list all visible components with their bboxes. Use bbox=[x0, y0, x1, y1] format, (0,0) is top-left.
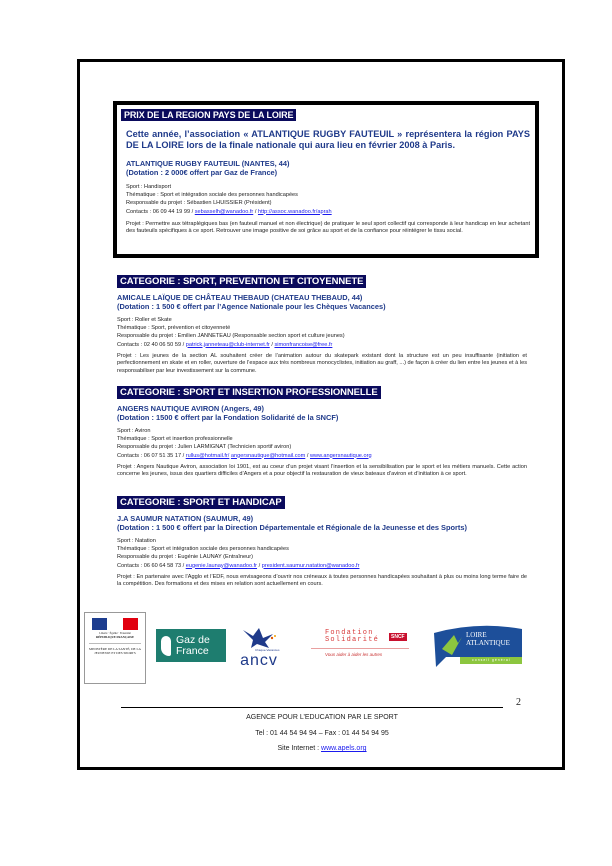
club-dotation: (Dotation : 1 500 € offert par l’Agence Nationale pour les Chèques Vacances) bbox=[117, 302, 386, 311]
club-name: ANGERS NAUTIQUE AVIRON (Angers, 49) bbox=[117, 404, 265, 413]
club-projet: Projet : Les jeunes de la section AL souhaitent créer de l’animation autour du skatepark existant dont la structure est un peu insuffisante (initiation et perfectionnement en skate et en roller, ouverture de l’espace aux très nombreux monocyclistes, initiation au graff, ...) de façon à créer du lien entre les jeunes et à les responsabiliser par leur investissement sur la commune. bbox=[117, 352, 527, 374]
website-link[interactable]: www.angersnautique.org bbox=[309, 452, 372, 459]
email-link[interactable]: eugenie.launay@wanadoo.fr bbox=[185, 562, 258, 569]
club-sport: Sport : Aviron bbox=[117, 428, 151, 434]
contacts-text: Contacts : 06 09 44 19 99 / bbox=[126, 208, 195, 215]
club-responsable: Responsable du projet : Eugénie LAUNAY (Entraîneur) bbox=[117, 554, 253, 561]
sncf-tagline: Vous aider à aider les autres bbox=[325, 652, 383, 657]
footer-site bbox=[117, 745, 527, 752]
category-section bbox=[117, 382, 527, 479]
ancv-sub: Chèque-Vacances bbox=[255, 648, 280, 652]
prize-club-name: ATLANTIQUE RUGBY FAUTEUIL (NANTES, 44) bbox=[126, 159, 290, 168]
footer-divider bbox=[121, 707, 503, 708]
club-thematique: Thématique : Sport et intégration sociale des personnes handicapées bbox=[117, 546, 289, 553]
gdf-line2: France bbox=[176, 644, 209, 657]
category-header: CATEGORIE : SPORT ET INSERTION PROFESSIONNELLE bbox=[117, 386, 381, 399]
email-link[interactable]: president.saumur.natation@wanadoo.fr bbox=[261, 562, 360, 569]
category-header: CATEGORIE : SPORT ET HANDICAP bbox=[117, 496, 285, 509]
prize-dotation: (Dotation : 2 000€ offert par Gaz de France) bbox=[126, 168, 278, 177]
club-name: AMICALE LAÏQUE DE CHÂTEAU THEBAUD (CHATEAU THEBAUD, 44) bbox=[117, 293, 363, 302]
motto-text: Liberté · Égalité · Fraternité bbox=[99, 632, 131, 635]
loire-line2: ATLANTIQUE bbox=[466, 639, 510, 647]
loire-sub: conseil général bbox=[472, 658, 511, 662]
email-link[interactable]: patrick.janneteau@club-internet.fr bbox=[185, 341, 270, 348]
contacts-text: Contacts : 06 60 64 58 73 / bbox=[117, 562, 186, 569]
club-responsable: Responsable du projet : Emilien JANNETEAU (Responsable section sport et culture jeunes) bbox=[117, 333, 345, 340]
category-section bbox=[117, 271, 527, 376]
prize-contacts: Contacts : 06 09 44 19 99 / sebasselh@wanadoo.fr / http://assoc.wanadoo.fr/aprah bbox=[126, 208, 332, 215]
loire-atlantique-logo bbox=[432, 623, 524, 669]
email-link[interactable]: simonfrancoise@free.fr bbox=[274, 341, 333, 348]
club-contacts: Contacts : 02 40 06 50 59 / patrick.janneteau@club-internet.fr / simonfrancoise@free.fr bbox=[117, 341, 333, 348]
prize-projet: Projet : Permettre aux tétraplégiques bas (en fauteuil manuel et non électrique) de pratiquer le seul sport collectif qui corresponde à leur handicap en leur achetant des fauteuils spécifiques à ce sport. Retrouver une image positive de soi grâce au sport et de la confiance pour réintégrer le tissu social. bbox=[126, 220, 530, 235]
bird-icon bbox=[239, 626, 279, 650]
contacts-text: Contacts : 06 07 51 35 17 / bbox=[117, 452, 186, 459]
site-label: Site Internet : bbox=[277, 745, 322, 752]
prize-responsable: Responsable du projet : Sébastien LHUISSIER (Président) bbox=[126, 200, 272, 207]
sncf-badge: SNCF bbox=[391, 634, 405, 640]
footer-org: AGENCE POUR L’EDUCATION PAR LE SPORT bbox=[246, 714, 398, 721]
club-contacts: Contacts : 06 07 51 35 17 / rullus@hotmail.fr/ angersnautique@hotmail.com / www.angersnautique.org bbox=[117, 452, 372, 459]
club-contacts: Contacts : 06 60 64 58 73 / eugenie.launay@wanadoo.fr / president.saumur.natation@wanadoo.fr bbox=[117, 562, 360, 569]
club-projet: Projet : Angers Nautique Aviron, association loi 1901, est au coeur d’un projet visant l’insertion et la sensibilisation par le sport et les métiers manuels. Cette action concerne les jeunes, issus des quartiers difficiles d’Angers et a pour objectif la restauration de vieux bateaux d’aviron et d’initiation à ce sport. bbox=[117, 463, 527, 478]
ancv-name: ancv bbox=[240, 652, 278, 669]
email-link[interactable]: sebasselh@wanadoo.fr bbox=[194, 208, 254, 215]
prize-box bbox=[113, 101, 539, 258]
website-link[interactable]: http://assoc.wanadoo.fr/aprah bbox=[257, 208, 332, 215]
club-sport: Sport : Roller et Skate bbox=[117, 317, 172, 323]
club-name: J.A SAUMUR NATATION (SAUMUR, 49) bbox=[117, 514, 254, 523]
category-section bbox=[117, 492, 527, 589]
category-header: CATEGORIE : SPORT, PREVENTION ET CITOYENNETE bbox=[117, 275, 366, 288]
email-link[interactable]: angersnautique@hotmail.com bbox=[230, 452, 306, 459]
sncf-line1: Fondation bbox=[325, 629, 374, 637]
ancv-logo bbox=[229, 626, 289, 672]
club-thematique: Thématique : Sport, prévention et citoyenneté bbox=[117, 325, 231, 332]
prize-thematique: Thématique : Sport et intégration sociale des personnes handicapées bbox=[126, 192, 298, 199]
sncf-line2: Solidarité bbox=[325, 636, 380, 644]
prize-header: PRIX DE LA REGION PAYS DE LA LOIRE bbox=[121, 109, 296, 121]
club-dotation: (Dotation : 1 500 € offert par la Direction Départementale et Régionale de la Jeunesse et des Sports) bbox=[117, 523, 467, 532]
loire-line1: LOIRE bbox=[466, 631, 487, 639]
ministere-name: MINISTÈRE DE LA SANTÉ, DE LA JEUNESSE ET DES SPORTS bbox=[89, 647, 141, 656]
french-flag-icon bbox=[92, 618, 138, 630]
ministere-logo bbox=[84, 612, 146, 684]
site-link[interactable]: www.apels.org bbox=[321, 745, 367, 752]
republique-text: RÉPUBLIQUE FRANÇAISE bbox=[95, 635, 135, 639]
sncf-logo bbox=[305, 628, 415, 668]
footer-phone: Tel : 01 44 54 94 94 – Fax : 01 44 54 94 95 bbox=[255, 730, 389, 737]
gdf-logo bbox=[156, 629, 226, 662]
club-projet: Projet : En partenaire avec l’Agglo et l’EDF, nous envisageons d’ouvrir nos créneaux à toutes personnes handicapées souhaitant à plus ou moins long terme faire de la compétition. Des formations et des mises en relation sont actuellement en cours. bbox=[117, 573, 527, 588]
club-sport: Sport : Natation bbox=[117, 538, 156, 544]
club-responsable: Responsable du projet : Julien LARMIGNAT (Technicien sportif aviron) bbox=[117, 444, 292, 451]
prize-intro: Cette année, l’association « ATLANTIQUE RUGBY FAUTEUIL » représentera la région PAYS DE LA LOIRE lors de la finale nationale qui aura lieu en février 2008 à Paris. bbox=[126, 129, 530, 150]
club-dotation: (Dotation : 1500 € offert par la Fondation Solidarité de la SNCF) bbox=[117, 413, 339, 422]
email-link[interactable]: rullus@hotmail.fr/ bbox=[185, 452, 230, 459]
page-number: 2 bbox=[516, 697, 521, 708]
gdf-flame-icon bbox=[161, 636, 171, 656]
club-thematique: Thématique : Sport et insertion professionnelle bbox=[117, 436, 233, 443]
prize-sport: Sport : Handisport bbox=[126, 184, 172, 190]
contacts-text: Contacts : 02 40 06 50 59 / bbox=[117, 341, 186, 348]
gdf-line1: Gaz de bbox=[176, 633, 210, 646]
